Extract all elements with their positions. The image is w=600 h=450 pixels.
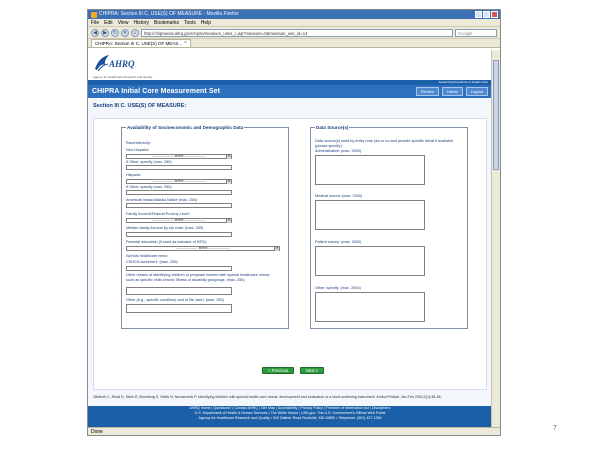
if-other-label: If Other, specify (max. 255) [126, 160, 172, 164]
parental-education-select[interactable] [126, 246, 280, 251]
income-select[interactable] [126, 218, 232, 223]
footer-links[interactable]: AHRQ Home | Questions? | Contact AHRQ | Site Map | Accessibility | Privacy Policy | Freedom of Information Act | Disclaimers [189, 406, 391, 410]
socioeconomic-legend: Availability of Socioeconomic and Demographic Data [127, 125, 244, 130]
other-specific-label: Other (e.g., specific condition) and of life care): (max. 255) [126, 298, 224, 302]
select-value: ------------------- select ------------------- [152, 154, 206, 158]
menu-view[interactable]: View [117, 20, 129, 26]
other-means-label: Other means of identifying children or pregnant women with special healthcare needs: such as specific child chronic illness or disability groupings: (max. 255) [126, 273, 271, 282]
forward-icon[interactable]: ▶ [101, 29, 109, 37]
american-indian-input[interactable] [126, 203, 232, 208]
special-needs-label: Special healthcare need: [126, 254, 168, 258]
chevron-down-icon: ▼ [275, 246, 279, 250]
search-input[interactable]: Google [455, 29, 497, 37]
section-title: Section III C. USE(S) OF MEASURE: [93, 103, 187, 109]
minimize-icon[interactable] [475, 11, 482, 18]
hispanic-other-input[interactable] [126, 190, 232, 195]
socioeconomic-data-box [121, 125, 289, 329]
url-bar[interactable]: http://chipraeval.ahrq.gov/chipra/measure_uses_c.jsp?measure=0&measure_use_id=14 [141, 29, 453, 37]
home-icon[interactable]: ⌂ [131, 29, 139, 37]
other-specific-input[interactable] [126, 304, 232, 313]
agency-tagline: Agency for Healthcare Research and Quality [93, 75, 153, 79]
maximize-icon[interactable] [483, 11, 490, 18]
menu-edit[interactable]: Edit [104, 20, 113, 26]
app-title: CHIPRA Initial Core Measurement Set [92, 88, 221, 95]
back-icon[interactable]: ◀ [91, 29, 99, 37]
ahrq-logo[interactable] [93, 53, 163, 81]
page-content [88, 50, 492, 429]
chevron-down-icon: ▼ [227, 154, 231, 158]
ahrq-logo-text: AHRQ [109, 59, 135, 69]
hispanic-label: Hispanic [126, 173, 141, 177]
patient-survey-textarea[interactable] [315, 246, 425, 276]
medical-record-label: Medical record: (max. 2000) [315, 194, 363, 198]
chevron-down-icon: ▼ [227, 218, 231, 222]
other-specify-textarea[interactable] [315, 292, 425, 322]
cshcn-input[interactable] [126, 266, 232, 271]
menu-file[interactable]: File [91, 20, 100, 26]
data-sources-box [310, 125, 468, 329]
tab-close-icon[interactable]: × [184, 40, 187, 46]
non-hispanic-other-input[interactable] [126, 165, 232, 170]
menu-tools[interactable]: Tools [184, 20, 196, 26]
other-specify-label: Other; specify: (max. 2000) [315, 286, 361, 290]
tab-chipra[interactable] [91, 39, 191, 47]
next-button[interactable]: Next > [300, 367, 324, 374]
review-link[interactable]: Review [416, 87, 439, 96]
menu-help[interactable]: Help [200, 20, 211, 26]
site-footer [88, 406, 492, 429]
window-title: CHIPRA: Section III C. USE(S) OF MEASURE - Mozilla Firefox [99, 11, 239, 17]
menu-bar [88, 19, 500, 27]
form-panel [93, 118, 487, 390]
site-header [88, 50, 492, 85]
cshcn-label: CSHCN screener1: (max. 255) [126, 260, 178, 264]
other-means-input[interactable] [126, 287, 232, 295]
slide-number: 7 [553, 425, 557, 432]
navigation-toolbar [88, 27, 500, 39]
footer-address: Agency for Healthcare Research and Quality • 540 Gaither Road Rockville, MD 20850 • Telephone: (301) 427-1364 [198, 416, 382, 420]
header-links [416, 87, 488, 96]
firefox-icon [91, 12, 97, 18]
previous-button[interactable]: < Previous [262, 367, 294, 374]
reload-icon[interactable]: ↻ [112, 29, 118, 36]
select-value: ------------------- select ------------------- [152, 179, 206, 183]
window-titlebar [88, 10, 500, 19]
data-sources-intro: Data source(s) used by entity note yes or no and provide specific detail if available (please specify): [315, 139, 454, 148]
select-value: ------------------- select ------------------- [176, 246, 230, 250]
data-sources-legend: Data Source(s) [316, 125, 349, 130]
footnote: 1Bethell C, Read D, Stein R, Blumberg S, Wells N, Newacheck P. Identifying children with special health care needs: development and evaluation of a short screening instrument. Ambul Pediatr. Jan-Feb 2002;2(1):38-48. [93, 395, 442, 399]
hispanic-if-other-label: If Other, specify (max. 255) [126, 185, 172, 189]
tab-strip [88, 39, 500, 48]
income-label: Family Income/Federal Poverty Level: [126, 212, 190, 216]
median-income-input[interactable] [126, 232, 232, 237]
vertical-scrollbar[interactable] [491, 50, 500, 429]
median-income-label: Median family income by zip code: (max. 255) [126, 226, 204, 230]
logout-link[interactable]: Logout [466, 87, 488, 96]
american-indian-label: American Indian/Alaska Native (max. 255) [126, 198, 197, 202]
stop-icon[interactable]: ✕ [122, 29, 128, 36]
non-hispanic-label: Non-Hispanic [126, 148, 149, 152]
medical-record-textarea[interactable] [315, 200, 425, 230]
menu-bookmarks[interactable]: Bookmarks [154, 20, 180, 26]
window-controls [475, 11, 498, 18]
header-band-text: Advancing Excellence in Health Care [438, 80, 488, 84]
app-title-bar [88, 85, 492, 98]
chevron-down-icon: ▼ [227, 179, 231, 183]
administrative-label: Administrative: (max. 2000) [315, 149, 362, 153]
status-bar: Done [88, 427, 501, 435]
hispanic-select[interactable] [126, 179, 232, 184]
close-icon[interactable] [491, 11, 498, 18]
administrative-textarea[interactable] [315, 155, 425, 185]
scrollbar-thumb[interactable] [493, 60, 499, 170]
select-value: ------------------- select ------------------- [152, 218, 206, 222]
footer-gov-links[interactable]: U.S. Department of Health & Human Services | The White House | USA.gov: The U.S. Government's Official Web Portal [194, 411, 386, 415]
patient-survey-label: Patient survey: (max. 2000) [315, 240, 362, 244]
race-label: Race/ethnicity: [126, 141, 151, 145]
non-hispanic-select[interactable] [126, 154, 232, 159]
parental-education-label: Parental education (if used as indicator of SES): [126, 240, 207, 244]
browser-window [87, 9, 501, 436]
menu-history[interactable]: History [133, 20, 149, 26]
home-link[interactable]: Home [442, 87, 463, 96]
tab-label: CHIPRA: Section III C. USE(S) OF MEAS... [95, 41, 183, 46]
